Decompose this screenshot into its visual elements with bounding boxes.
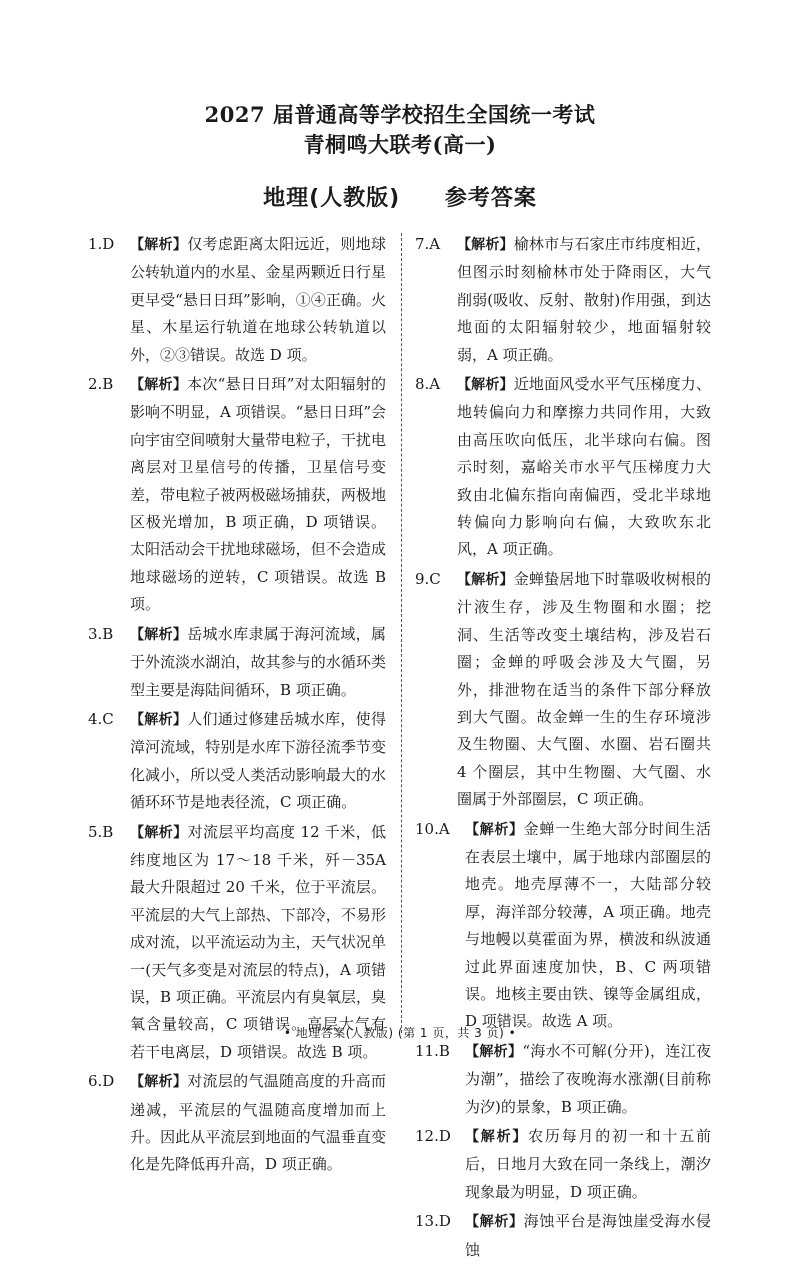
- exam-title: 2027 届普通高等学校招生全国统一考试: [204, 102, 596, 127]
- question-number: 12.D: [415, 1127, 451, 1145]
- answer-item: [415, 566, 711, 814]
- analysis-tag: 【解析】: [457, 571, 514, 588]
- analysis-content: 近地面风受水平气压梯度力、地转偏向力和摩擦力共同作用，大致由高压吹向低压，北半球向右偏。图示时刻，嘉峪关市水平气压梯度力大致由北偏东指向南偏西，受北半球地转偏向力影响向右偏，大致吹东北风，A 项正确。: [457, 375, 711, 559]
- analysis-tag: 【解析】: [465, 1214, 524, 1231]
- analysis-content: 海蚀平台是海蚀崖受海水侵蚀: [465, 1212, 711, 1259]
- subject-heading: [0, 181, 800, 212]
- page-footer: • 地理答案(人教版) (第 1 页，共 3 页) •: [283, 1026, 517, 1040]
- answer-item: [88, 231, 386, 369]
- answer-text: [130, 231, 386, 369]
- analysis-content: 榆林市与石家庄市纬度相近，但图示时刻榆林市处于降雨区，大气削弱(吸收、反射、散射)作用强，到达地面的太阳辐射较少，地面辐射较弱，A 项正确。: [457, 235, 711, 364]
- exam-subtitle: 青桐鸣大联考(高一): [303, 132, 497, 157]
- answer-item: [88, 371, 386, 619]
- answer-item: [415, 1038, 711, 1121]
- answer-item: [88, 706, 386, 817]
- question-number: 8.A: [415, 375, 441, 394]
- analysis-tag: 【解析】: [130, 237, 188, 253]
- right-column: [415, 231, 711, 1266]
- question-number: 7.A: [415, 235, 441, 253]
- question-number: 4.C: [88, 709, 114, 728]
- question-number: 5.B: [88, 822, 114, 841]
- analysis-content: 对流层的气温随高度的升高而递减，平流层的气温随高度增加而上升。因此从平流层到地面的气温垂直变化是先降低再升高，D 项正确。: [130, 1072, 386, 1174]
- answer-text: [130, 706, 386, 817]
- analysis-tag: 【解析】: [465, 1129, 529, 1145]
- subject-name: 地理(人教版): [263, 186, 401, 211]
- analysis-tag: 【解析】: [465, 1043, 523, 1060]
- analysis-content: 人们通过修建岳城水库，使得漳河流域，特别是水库下游径流季节变化减小，所以受人类活动影响最大的水循环环节是地表径流，C 项正确。: [130, 709, 386, 812]
- analysis-content: 本次“悬日日珥”对太阳辐射的影响不明显，A 项错误。“悬日日珥”会向宇宙空间喷射大量带电粒子，干扰电离层对卫星信号的传播，卫星信号变差，带电粒子被两极磁场捕获，两极地区极光增加，B 项正确，D 项错误。太阳活动会干扰地球磁场，但不会造成地球磁场的逆转，C 项错误。故选 B 项。: [130, 375, 387, 614]
- analysis-tag: 【解析】: [457, 237, 514, 253]
- question-number: 11.B: [415, 1041, 450, 1060]
- analysis-tag: 【解析】: [130, 626, 188, 643]
- answer-text: [130, 1068, 386, 1179]
- question-number: 13.D: [415, 1212, 451, 1231]
- column-divider: [401, 233, 402, 1033]
- document-header: [0, 100, 800, 160]
- answer-item: [415, 231, 711, 369]
- analysis-content: 仅考虑距离太阳远近，则地球公转轨道内的水星、金星两颗近日行星更早受“悬日日珥”影响，①④正确。火星、木星运行轨道在地球公转轨道以外，②③错误。故选 D 项。: [130, 235, 386, 364]
- question-number: 6.D: [88, 1072, 115, 1091]
- analysis-content: 岳城水库隶属于海河流域，属于外流淡水湖泊，故其参与的水循环类型主要是海陆间循环，B 项正确。: [130, 624, 386, 699]
- answer-text: [130, 371, 386, 619]
- analysis-content: 金蝉蛰居地下时靠吸收树根的汁液生存，涉及生物圈和水圈；挖洞、生活等改变土壤结构，涉及岩石圈；金蝉的呼吸会涉及大气圈，另外，排泄物在适当的条件下部分释放到大气圈。故金蝉一生的生存环境涉及生物圈、大气圈、水圈、岩石圈共 4 个圈层，其中生物圈、大气圈、水圈属于外部圈层，C 项正确。: [457, 569, 711, 809]
- answer-text: [457, 371, 711, 564]
- question-number: 1.D: [88, 235, 115, 253]
- analysis-tag: 【解析】: [457, 377, 514, 394]
- answer-text: [130, 621, 386, 704]
- analysis-content: “海水不可解(分开)，连江夜为潮”，描绘了夜晚海水涨潮(目前称为汐)的景象，B 项正确。: [465, 1041, 712, 1116]
- answer-item: [415, 1208, 711, 1264]
- question-number: 10.A: [415, 819, 450, 838]
- question-number: 3.B: [88, 624, 114, 643]
- answer-label: 参考答案: [444, 186, 537, 211]
- answer-text: [465, 1208, 711, 1264]
- answer-item: [88, 621, 386, 704]
- analysis-tag: 【解析】: [130, 377, 188, 394]
- answer-text: [465, 1038, 711, 1121]
- analysis-tag: 【解析】: [130, 1074, 188, 1091]
- answer-item: [415, 1123, 711, 1206]
- analysis-tag: 【解析】: [130, 824, 188, 841]
- answer-text: [457, 231, 711, 369]
- answer-item: [415, 371, 711, 564]
- question-number: 9.C: [415, 569, 441, 588]
- answer-item: [415, 816, 711, 1036]
- analysis-content: 对流层平均高度 12 千米，低纬度地区为 17～18 千米，歼－35A 最大升限超过 20 千米，位于平流层。平流层的大气上部热、下部冷，不易形成对流，以平流运动为主，天气状况单一(天气多变是对流层的特点)，A 项错误，B 项正确。平流层内有臭氧层，臭氧含量较高，C 项错误。高层大气有若干电离层，D 项错误。故选 B 项。: [130, 822, 386, 1061]
- question-number: 2.B: [88, 375, 114, 394]
- analysis-tag: 【解析】: [130, 711, 188, 728]
- answer-item: [88, 1068, 386, 1179]
- answer-text: [465, 816, 711, 1036]
- answer-text: [465, 1123, 711, 1206]
- analysis-content: 农历每月的初一和十五前后，日地月大致在同一条线上，潮汐现象最为明显，D 项正确。: [465, 1127, 711, 1201]
- answer-text: [457, 566, 711, 814]
- analysis-tag: 【解析】: [465, 821, 524, 838]
- analysis-content: 金蝉一生绝大部分时间生活在表层土壤中，属于地球内部圈层的地壳。地壳厚薄不一，大陆部分较厚，海洋部分较薄，A 项正确。地壳与地幔以莫霍面为界，横波和纵波通过此界面速度加快，B、C 两项错误。地核主要由铁、镍等金属组成，D 项错误。故选 A 项。: [465, 819, 711, 1031]
